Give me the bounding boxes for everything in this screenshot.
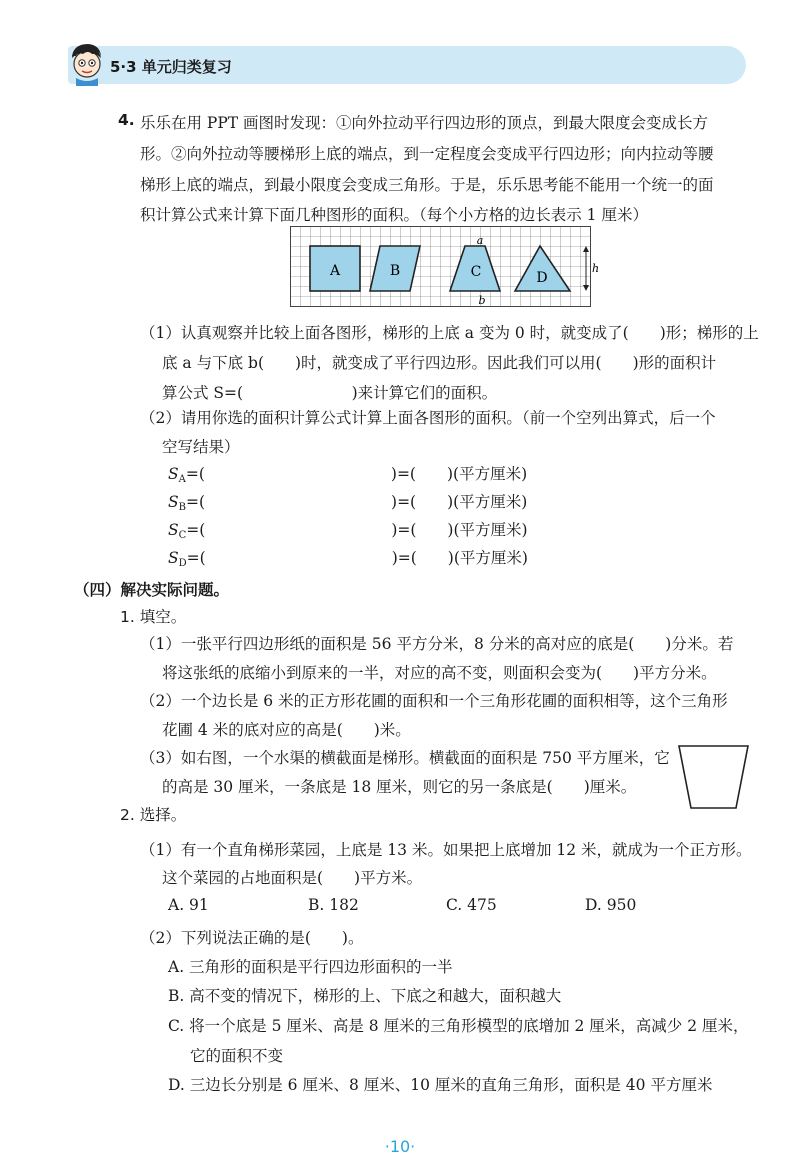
q2-2-title: （2）下列说法正确的是( )。 <box>140 929 364 947</box>
q4-line-3: 梯形上底的端点，到最小限度会变成三角形。于是，乐乐思考能不能用一个统一的面 <box>140 176 714 194</box>
q2-1-option-b[interactable]: B. 182 <box>308 896 359 914</box>
s-c-blank: =( )=( )(平方厘米) <box>186 521 528 539</box>
q1-3-line-1: （3）如右图，一个水渠的横截面是梯形。横截面的面积是 750 平方厘米，它 <box>140 749 670 767</box>
q4-line-1: 乐乐在用 PPT 画图时发现：①向外拉动平行四边形的顶点，到最大限度会变成长方 <box>140 114 709 132</box>
shape-d-label: D <box>536 270 548 286</box>
shape-b-label: B <box>389 263 401 279</box>
q4-part2-line-1: （2）请用你选的面积计算公式计算上面各图形的面积。（前一个空列出算式，后一个 <box>140 409 716 427</box>
canal-trapezoid-figure <box>676 742 752 812</box>
s-subscript: C <box>178 530 187 541</box>
header-title: 5·3 单元归类复习 <box>110 58 232 76</box>
q2-1-option-a[interactable]: A. 91 <box>168 896 209 914</box>
shape-a-label: A <box>329 263 341 279</box>
s-subscript: A <box>178 474 186 485</box>
q2-2-option-c[interactable]: C. 将一个底是 5 厘米、高是 8 厘米的三角形模型的底增加 2 厘米，高减少 2 厘米， <box>168 1017 749 1035</box>
s-b-blank: =( )=( )(平方厘米) <box>185 493 528 511</box>
q1-2-line-1: （2）一个边长是 6 米的正方形花圃的面积和一个三角形花圃的面积相等，这个三角形 <box>140 692 728 710</box>
bottom-base-label: b <box>478 294 486 307</box>
top-base-label: a <box>476 234 484 247</box>
q2-1-line-1: （1）有一个直角梯形菜园，上底是 13 米。如果把上底增加 12 米，就成为一个正方形。 <box>140 841 752 859</box>
q2-1-option-d[interactable]: D. 950 <box>585 896 637 914</box>
q1-1-line-1: （1）一张平行四边形纸的面积是 56 平方分米，8 分米的高对应的底是( )分米。若 <box>140 635 734 653</box>
q4-part1-line-1: （1）认真观察并比较上面各图形，梯形的上底 a 变为 0 时，就变成了( )形；梯形的上 <box>140 324 759 342</box>
s-symbol: S <box>168 521 179 539</box>
section4-title: （四）解决实际问题。 <box>74 581 230 599</box>
s-d-row <box>168 546 528 569</box>
q4-part2-line-2: 空写结果） <box>162 438 240 456</box>
q1-1-line-2: 将这张纸的底缩小到原来的一半，对应的高不变，则面积会变为( )平方分米。 <box>162 664 717 682</box>
q4-part1-line-3: 算公式 S=( )来计算它们的面积。 <box>162 384 498 402</box>
q4-part1-line-2: 底 a 与下底 b( )时，就变成了平行四边形。因此我们可以用( )形的面积计 <box>162 354 717 372</box>
s-b-row <box>168 490 527 513</box>
q4-number: 4. <box>118 111 135 129</box>
s-subscript: D <box>178 558 187 569</box>
q2-2-option-c-cont: 它的面积不变 <box>190 1047 284 1065</box>
mascot-icon <box>66 40 106 86</box>
s-a-blank: =( )=( )(平方厘米) <box>185 465 528 483</box>
shapes-grid-figure <box>290 226 600 308</box>
s-d-blank: =( )=( )(平方厘米) <box>186 549 528 567</box>
s-symbol: S <box>168 465 179 483</box>
height-label: h <box>592 262 600 275</box>
s-c-row <box>168 518 528 541</box>
shape-c-label: C <box>470 264 482 280</box>
q2-2-option-b[interactable]: B. 高不变的情况下，梯形的上、下底之和越大，面积越大 <box>168 987 562 1005</box>
q1-2-line-2: 花圃 4 米的底对应的高是( )米。 <box>162 721 411 739</box>
q2-2-option-d[interactable]: D. 三边长分别是 6 厘米、8 厘米、10 厘米的直角三角形，面积是 40 平方厘米 <box>168 1076 713 1094</box>
page-number: ·10· <box>384 1137 416 1156</box>
q4-line-2: 形。②向外拉动等腰梯形上底的端点，到一定程度会变成平行四边形；向内拉动等腰 <box>140 145 714 163</box>
s-symbol: S <box>168 493 179 511</box>
s-symbol: S <box>168 549 179 567</box>
q1-title: 1. 填空。 <box>120 608 187 626</box>
q2-1-line-2: 这个菜园的占地面积是( )平方米。 <box>162 869 423 887</box>
q2-2-option-a[interactable]: A. 三角形的面积是平行四边形面积的一半 <box>168 958 453 976</box>
s-a-row <box>168 462 527 485</box>
q2-title: 2. 选择。 <box>120 806 187 824</box>
q4-line-4: 积计算公式来计算下面几种图形的面积。（每个小方格的边长表示 1 厘米） <box>140 206 648 224</box>
q2-1-option-c[interactable]: C. 475 <box>446 896 497 914</box>
s-subscript: B <box>178 502 186 513</box>
q1-3-line-2: 的高是 30 厘米，一条底是 18 厘米，则它的另一条底是( )厘米。 <box>162 778 637 796</box>
